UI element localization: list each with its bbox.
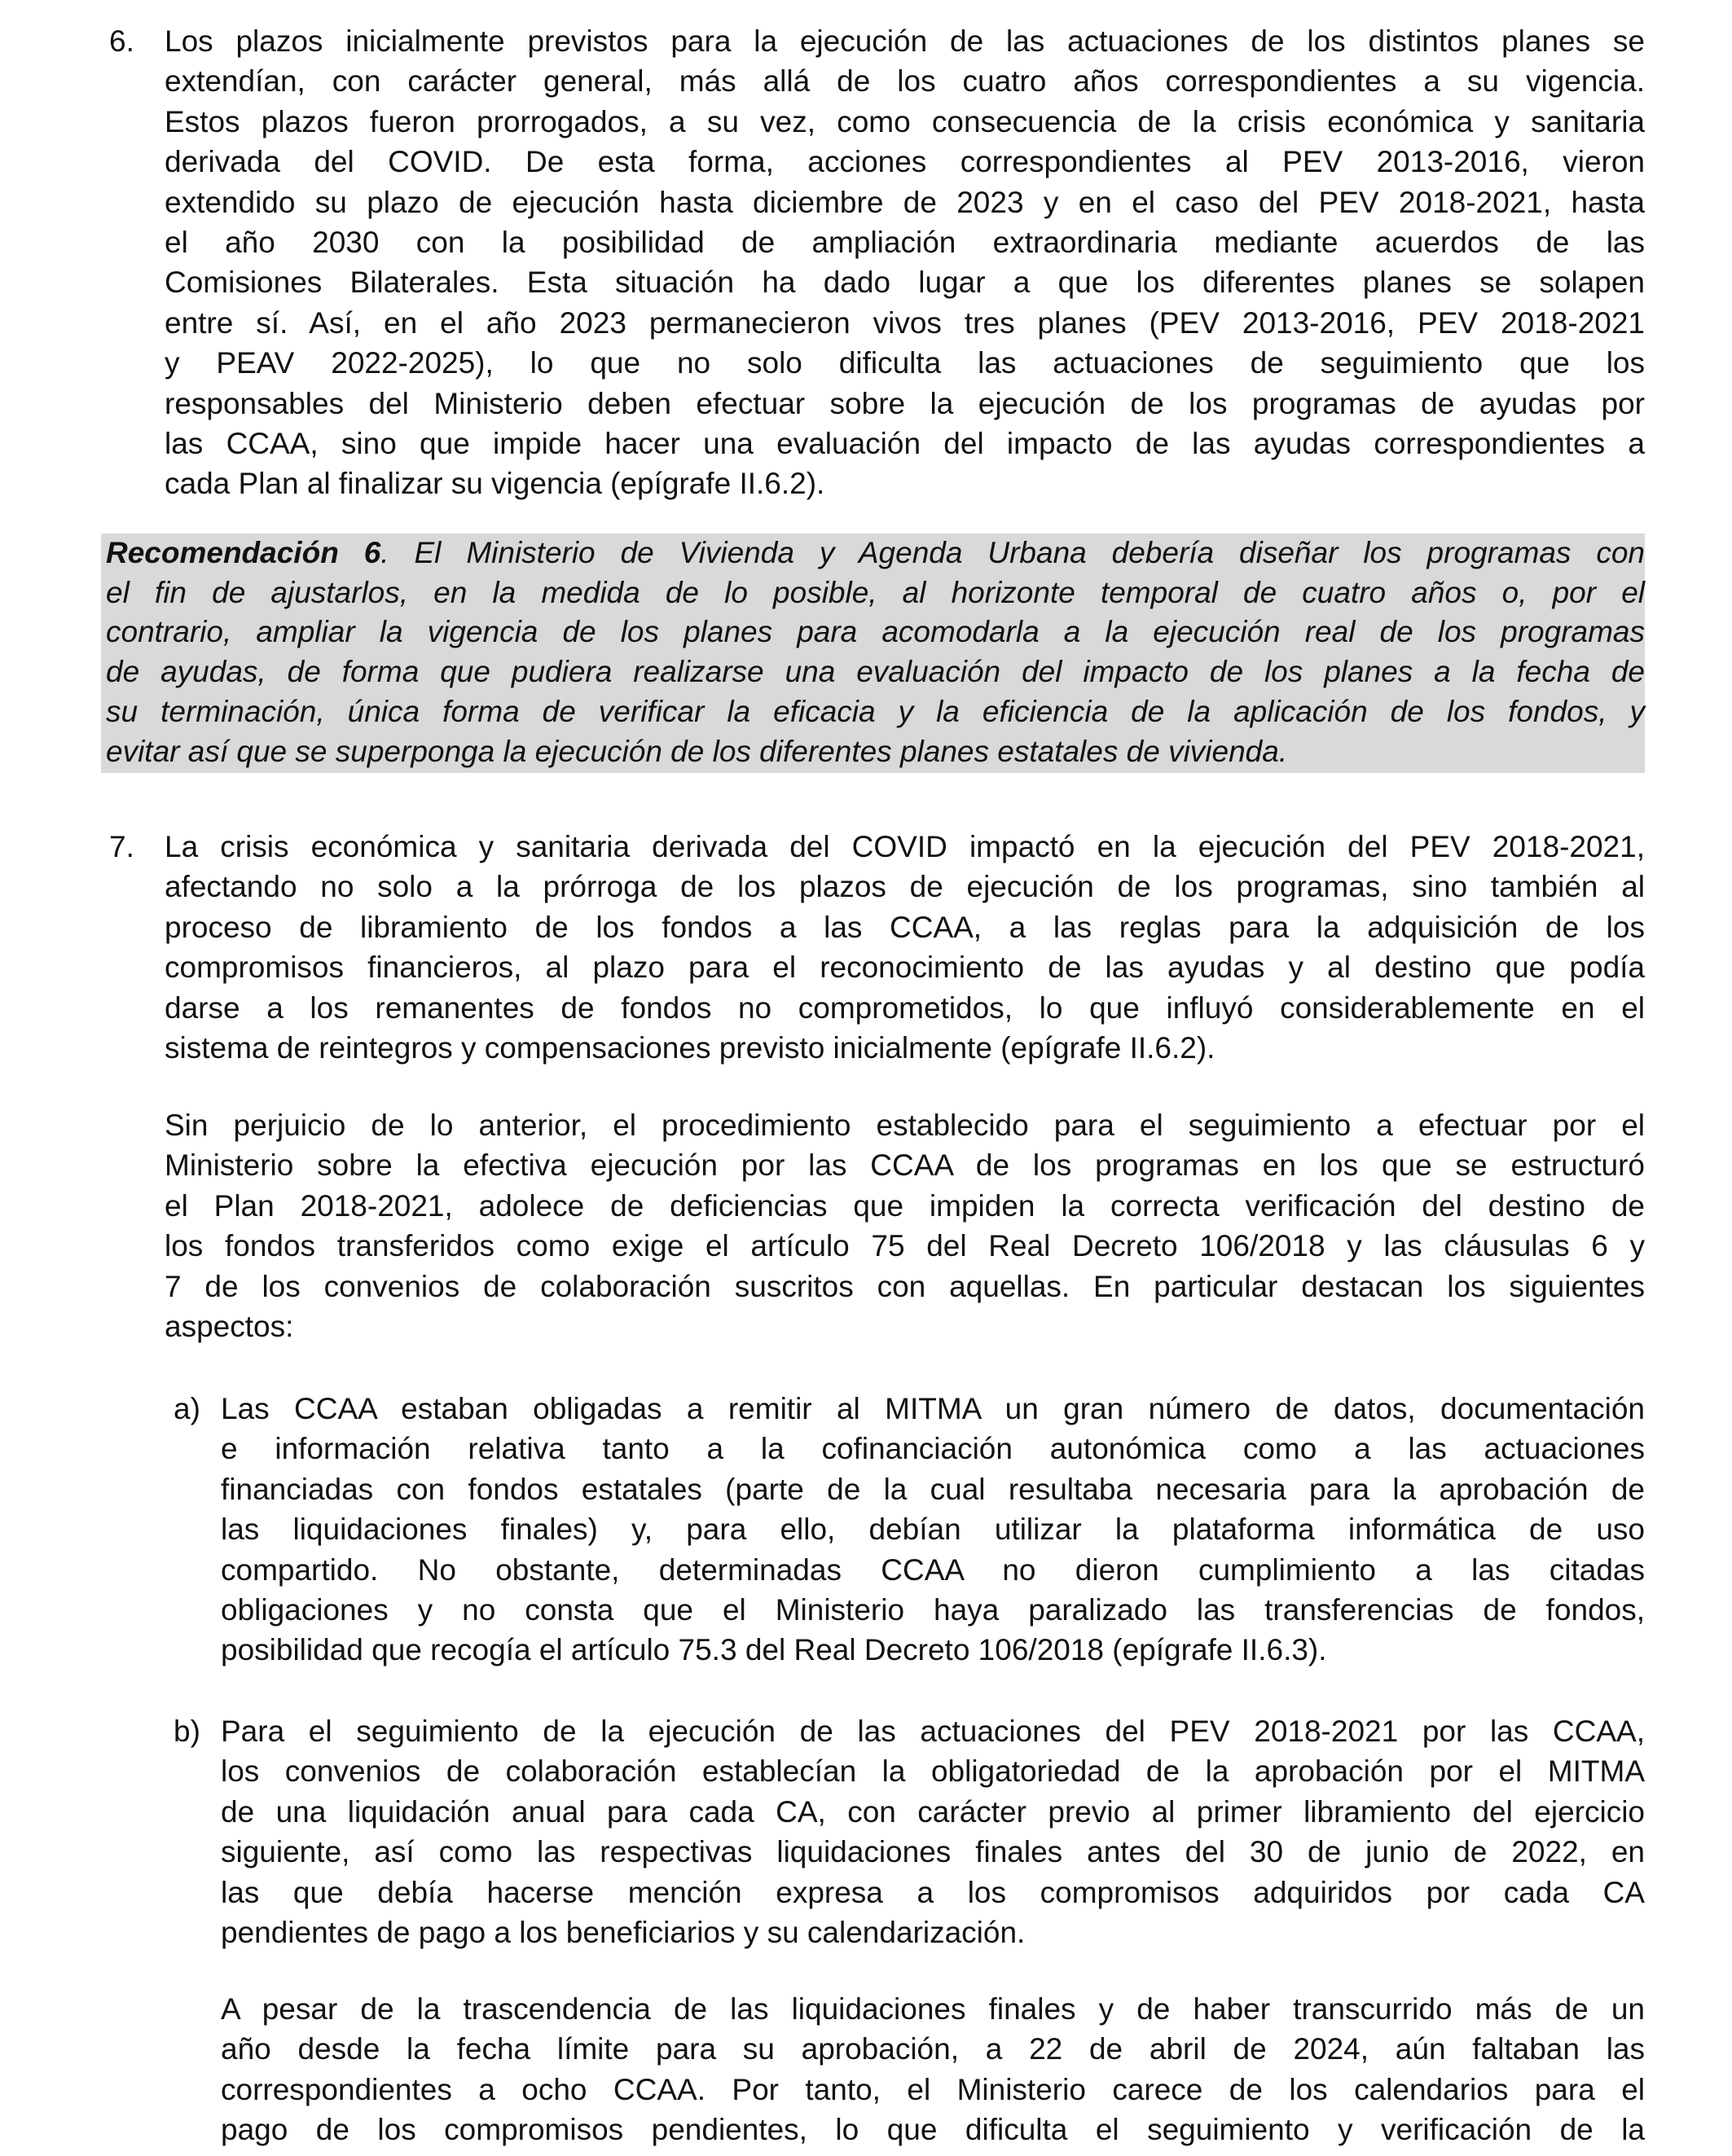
recommendation-first-line — [106, 534, 1645, 573]
text-line: pago de los compromisos pendientes, lo que dificulta el seguimiento y verificación de la — [221, 2113, 1645, 2147]
text-line: Las CCAA estaban obligadas a remitir al MITMA un gran número de datos, documentación — [221, 1392, 1645, 1425]
item-b — [174, 1711, 1645, 1952]
text-line: proceso de libramiento de los fondos a las CCAA, a las reglas para la adquisición de los — [165, 910, 1645, 944]
text-line: 7 de los convenios de colaboración suscritos con aquellas. En particular destacan los siguientes — [165, 1269, 1645, 1303]
text-line: Estos plazos fueron prorrogados, a su vez, como consecuencia de la crisis económica y sanitaria — [165, 104, 1645, 138]
text-line: las liquidaciones finales) y, para ello, debían utilizar la plataforma informática de uso — [221, 1513, 1645, 1547]
text-line: Los plazos inicialmente previstos para la ejecución de las actuaciones de los distintos planes se — [165, 24, 1645, 58]
text-line: año desde la fecha límite para su aprobación, a 22 de abril de 2024, aún faltaban las — [221, 2032, 1645, 2066]
text-line: sistema de reintegros y compensaciones previsto inicialmente (epígrafe II.6.2). — [165, 1031, 1215, 1065]
text-line: extendido su plazo de ejecución hasta diciembre de 2023 y en el caso del PEV 2018-2021, hasta — [165, 185, 1645, 219]
item-b-continuation — [221, 1989, 1645, 2150]
recommendation-6-box — [101, 534, 1645, 773]
text-line: posibilidad que recogía el artículo 75.3 del Real Decreto 106/2018 (epígrafe II.6.3). — [221, 1633, 1327, 1667]
paragraph-7-continuation — [165, 1105, 1645, 1346]
text-line: de una liquidación anual para cada CA, con carácter previo al primer libramiento del ejercicio — [221, 1794, 1645, 1829]
text-line: correspondientes a ocho CCAA. Por tanto, el Ministerio carece de los calendarios para el — [221, 2072, 1645, 2106]
text-line: responsables del Ministerio deben efectuar sobre la ejecución de los programas de ayudas por — [165, 386, 1645, 420]
text-line: compromisos financieros, al plazo para el reconocimiento de las ayudas y al destino que podía — [165, 951, 1645, 985]
text-line: pendientes de pago a los beneficiarios y su calendarización. — [221, 1916, 1026, 1950]
text-line: y PEAV 2022-2025), lo que no solo dificulta las actuaciones de seguimiento que los — [165, 346, 1645, 380]
text-line: los convenios de colaboración establecían la obligatoriedad de la aprobación por el MITMA — [221, 1754, 1645, 1789]
list-number: a) — [174, 1392, 200, 1425]
text-line: financiadas con fondos estatales (parte de la cual resultaba necesaria para la aprobación de — [221, 1472, 1645, 1506]
list-number: b) — [174, 1715, 200, 1748]
text-line: La crisis económica y sanitaria derivada del COVID impactó en la ejecución del PEV 2018-2021, — [165, 830, 1645, 863]
text-line: el fin de ajustarlos, en la medida de lo posible, al horizonte temporal de cuatro años o, por el — [106, 575, 1645, 609]
text-line: los fondos transferidos como exige el artículo 75 del Real Decreto 106/2018 y las cláusulas 6 y — [165, 1229, 1645, 1263]
recommendation-label: Recomendación 6 — [106, 536, 381, 569]
text-line: Sin perjuicio de lo anterior, el procedimiento establecido para el seguimiento a efectuar por el — [165, 1109, 1645, 1142]
text-line: obligaciones y no consta que el Ministerio haya paralizado las transferencias de fondos, — [221, 1593, 1645, 1627]
text-line: aspectos: — [165, 1310, 294, 1344]
text-line: darse a los remanentes de fondos no comprometidos, lo que influyó considerablemente en el — [165, 990, 1645, 1025]
recommendation-text: . El Ministerio de Vivienda y Agenda Urbana debería diseñar los programas con — [380, 536, 1645, 569]
text-line: derivada del COVID. De esta forma, acciones correspondientes al PEV 2013-2016, vieron — [165, 145, 1645, 179]
text-line: las que debía hacerse mención expresa a los compromisos adquiridos por cada CA — [221, 1875, 1645, 1909]
list-number: 6. — [109, 24, 134, 58]
text-line: e información relativa tanto a la cofinanciación autonómica como a las actuaciones — [221, 1432, 1645, 1466]
recommendation-lines — [106, 573, 1645, 772]
list-number: 7. — [109, 830, 134, 863]
text-line: las CCAA, sino que impide hacer una evaluación del impacto de las ayudas correspondientes a — [165, 427, 1645, 461]
paragraph-6 — [109, 21, 1645, 504]
text-line: su terminación, única forma de verificar la eficacia y la eficiencia de la aplicación de los fondos, y — [106, 694, 1645, 728]
text-line: Comisiones Bilaterales. Esta situación ha dado lugar a que los diferentes planes se solapen — [165, 266, 1645, 300]
text-line: de ayudas, de forma que pudiera realizarse una evaluación del impacto de los planes a la fecha de — [106, 655, 1645, 689]
text-line: evitar así que se superponga la ejecución de los diferentes planes estatales de vivienda. — [106, 734, 1288, 768]
text-line: afectando no solo a la prórroga de los plazos de ejecución de los programas, sino también al — [165, 870, 1645, 904]
text-line: Para el seguimiento de la ejecución de las actuaciones del PEV 2018-2021 por las CCAA, — [221, 1715, 1645, 1748]
text-line: el año 2030 con la posibilidad de ampliación extraordinaria mediante acuerdos de las — [165, 226, 1645, 260]
text-line: extendían, con carácter general, más allá de los cuatro años correspondientes a su vigencia. — [165, 64, 1645, 99]
text-line: cada Plan al finalizar su vigencia (epígrafe II.6.2). — [165, 467, 825, 501]
text-line: el Plan 2018-2021, adolece de deficiencias que impiden la correcta verificación del destino de — [165, 1188, 1645, 1223]
text-line: compartido. No obstante, determinadas CCAA no dieron cumplimiento a las citadas — [221, 1552, 1645, 1587]
text-line: contrario, ampliar la vigencia de los planes para acomodarla a la ejecución real de los programas — [106, 615, 1645, 649]
item-a — [174, 1389, 1645, 1671]
text-line: siguiente, así como las respectivas liquidaciones finales antes del 30 de junio de 2022, en — [221, 1835, 1645, 1869]
text-line: entre sí. Así, en el año 2023 permanecieron vivos tres planes (PEV 2013-2016, PEV 2018-2021 — [165, 305, 1645, 340]
text-line: Ministerio sobre la efectiva ejecución por las CCAA de los programas en los que se estructuró — [165, 1148, 1645, 1183]
paragraph-7 — [109, 827, 1645, 1068]
text-line: A pesar de la trascendencia de las liquidaciones finales y de haber transcurrido más de un — [221, 1992, 1645, 2026]
